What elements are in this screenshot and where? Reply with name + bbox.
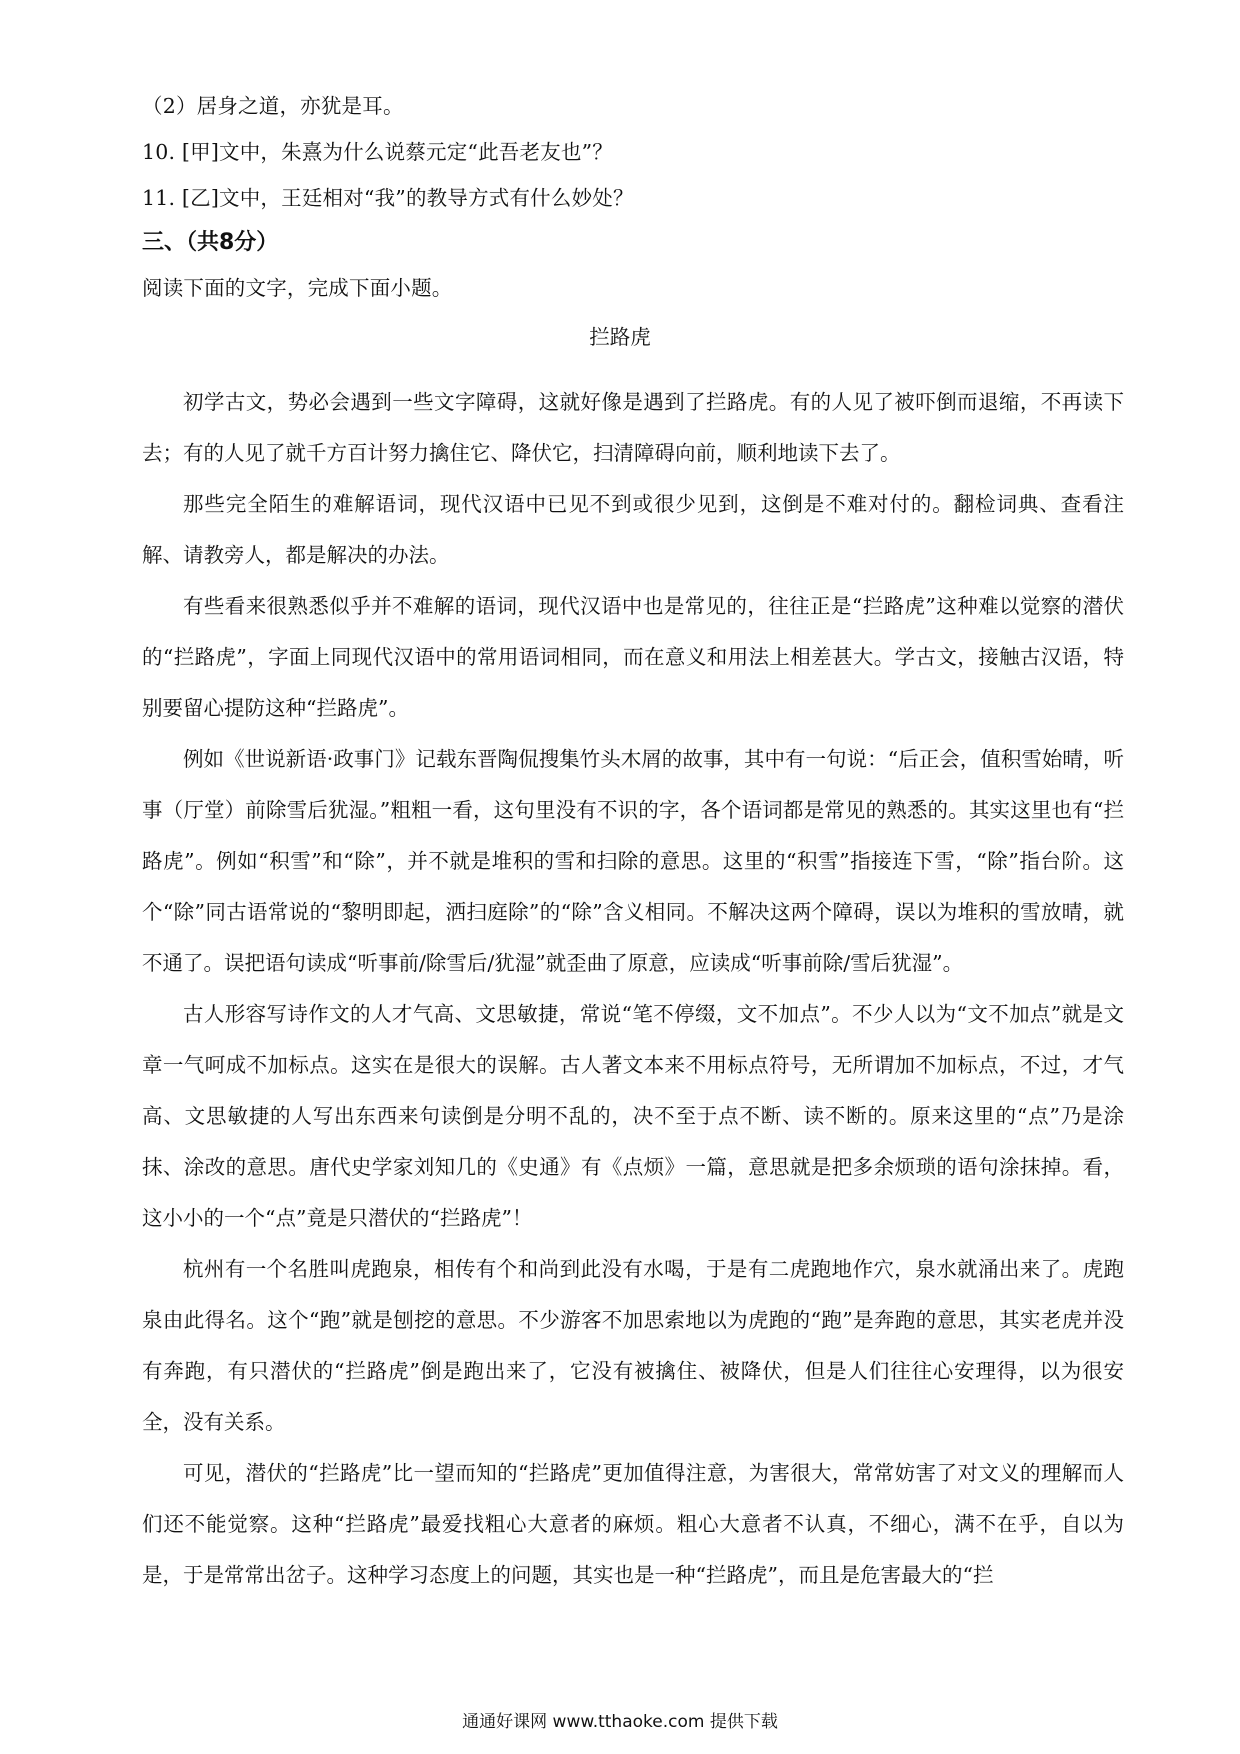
- question-10: 10. [甲]文中，朱熹为什么说蔡元定“此吾老友也”？: [142, 140, 613, 164]
- footer-source: 通通好课网 www.tthaoke.com 提供下载: [462, 1712, 778, 1732]
- article-paragraph: 初学古文，势必会遇到一些文字障碍，这就好像是遇到了拦路虎。有的人见了被吓倒而退缩，不再读下去；有的人见了就千方百计努力擒住它、降伏它，扫清障碍向前，顺利地读下去了。: [142, 390, 1124, 465]
- section-heading: 三、（共8分）: [142, 230, 279, 255]
- article-paragraph: 古人形容写诗作文的人才气高、文思敏捷，常说“笔不停缀，文不加点”。不少人以为“文不加点”就是文章一气呵成不加标点。这实在是很大的误解。古人著文本来不用标点符号，无所谓加不加标点，不过，才气高、文思敏捷的人写出东西来句读倒是分明不乱的，决不至于点不断、读不断的。原来这里的“点”乃是涂抹、涂改的意思。唐代史学家刘知几的《史通》有《点烦》一篇，意思就是把多余烦琐的语句涂抹掉。看，这小小的一个“点”竟是只潜伏的“拦路虎”！: [142, 1002, 1124, 1230]
- sub-question-2: （2）居身之道，亦犹是耳。: [142, 94, 404, 118]
- article-paragraph: 可见，潜伏的“拦路虎”比一望而知的“拦路虎”更加值得注意，为害很大，常常妨害了对文义的理解而人们还不能觉察。这种“拦路虎”最爱找粗心大意者的麻烦。粗心大意者不认真，不细心，满不在乎，自以为是，于是常常出岔子。这种学习态度上的问题，其实也是一种“拦路虎”，而且是危害最大的“拦: [142, 1461, 1124, 1587]
- article-title: 拦路虎: [589, 325, 651, 349]
- reading-instruction: 阅读下面的文字，完成下面小题。: [142, 276, 453, 300]
- article-paragraph: 那些完全陌生的难解语词，现代汉语中已见不到或很少见到，这倒是不难对付的。翻检词典、查看注解、请教旁人，都是解决的办法。: [142, 492, 1124, 567]
- article-paragraph: 有些看来很熟悉似乎并不难解的语词，现代汉语中也是常见的，往往正是“拦路虎”这种难以觉察的潜伏的“拦路虎”，字面上同现代汉语中的常用语词相同，而在意义和用法上相差甚大。学古文，接触古汉语，特别要留心提防这种“拦路虎”。: [142, 594, 1124, 720]
- article-paragraph: 杭州有一个名胜叫虎跑泉，相传有个和尚到此没有水喝，于是有二虎跑地作穴，泉水就涌出来了。虎跑泉由此得名。这个“跑”就是刨挖的意思。不少游客不加思索地以为虎跑的“跑”是奔跑的意思，其实老虎并没有奔跑，有只潜伏的“拦路虎”倒是跑出来了，它没有被擒住、被降伏，但是人们往往心安理得，以为很安全，没有关系。: [142, 1257, 1124, 1434]
- article-paragraph: 例如《世说新语·政事门》记载东晋陶侃搜集竹头木屑的故事，其中有一句说：“后正会，值积雪始晴，听事（厅堂）前除雪后犹湿。”粗粗一看，这句里没有不识的字，各个语词都是常见的熟悉的。其实这里也有“拦路虎”。例如“积雪”和“除”，并不就是堆积的雪和扫除的意思。这里的“积雪”指接连下雪，“除”指台阶。这个“除”同古语常说的“黎明即起，洒扫庭除”的“除”含义相同。不解决这两个障碍，误以为堆积的雪放晴，就不通了。误把语句读成“听事前/除雪后/犹湿”就歪曲了原意，应读成“听事前除/雪后犹湿”。: [142, 747, 1124, 975]
- article-body: [142, 377, 1124, 1601]
- question-11: 11. [乙]文中，王廷相对“我”的教导方式有什么妙处？: [142, 186, 634, 210]
